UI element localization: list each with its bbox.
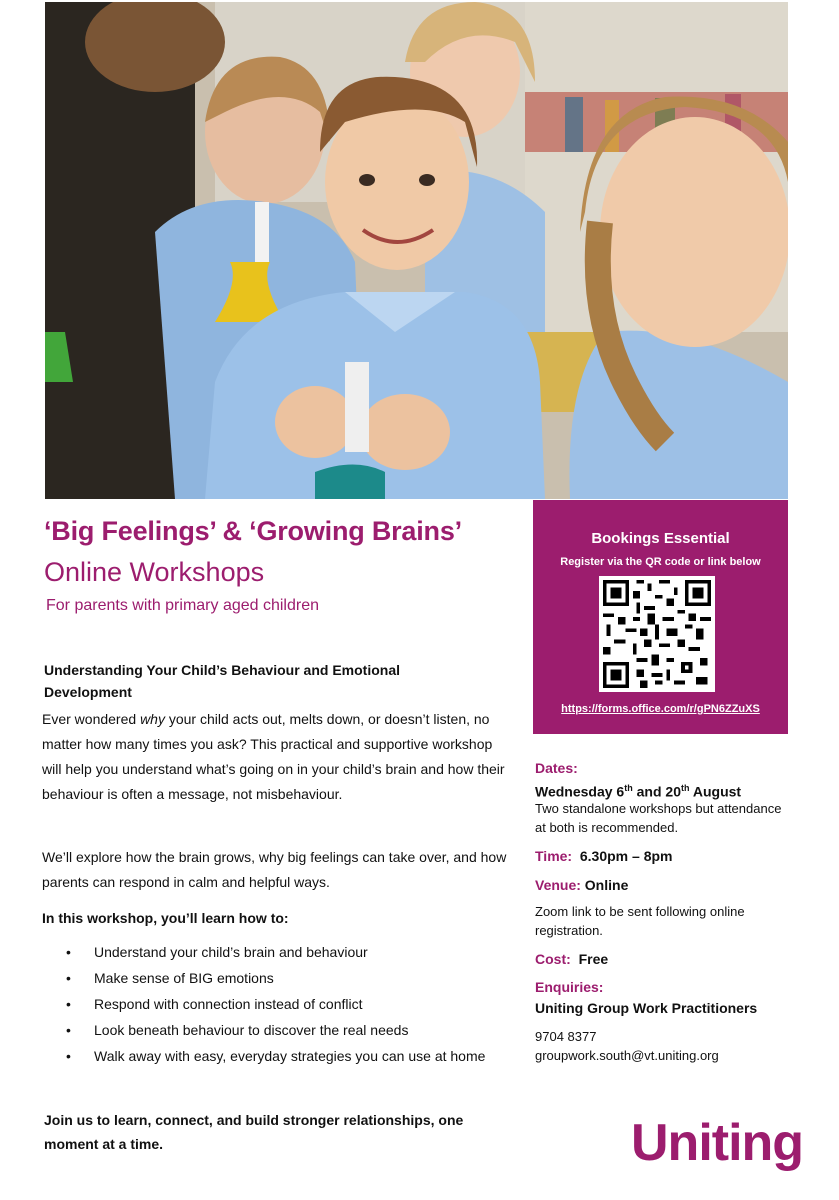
booking-link[interactable]: https://forms.office.com/r/gPN6ZZuXS bbox=[561, 703, 760, 715]
dates-note: Two standalone workshops but attendance at both is recommended. bbox=[535, 801, 782, 835]
phone-number[interactable]: 9704 8377 bbox=[535, 1029, 597, 1044]
intro-paragraph bbox=[42, 707, 512, 807]
list-item: • Respond with connection instead of conflict bbox=[66, 992, 506, 1017]
time-value: 6.30pm – 8pm bbox=[579, 848, 673, 864]
booking-subtitle: Register via the QR code or link below bbox=[560, 556, 761, 568]
time-label: Time: bbox=[535, 848, 573, 864]
venue-row bbox=[535, 875, 628, 895]
qr-code-icon[interactable] bbox=[599, 576, 715, 692]
cost-label: Cost: bbox=[535, 951, 571, 967]
date-second-suffix: th bbox=[680, 783, 690, 793]
venue-note: Zoom link to be sent following online registration. bbox=[535, 904, 745, 938]
children-classroom-image bbox=[45, 2, 788, 499]
list-item: • Look beneath behaviour to discover the real needs bbox=[66, 1018, 506, 1043]
list-item: • Walk away with easy, everyday strategies you can use at home bbox=[66, 1044, 506, 1069]
booking-title: Bookings Essential bbox=[591, 530, 730, 547]
learn-list bbox=[66, 940, 506, 1070]
list-item: • Make sense of BIG emotions bbox=[66, 966, 506, 991]
date-first-suffix: th bbox=[624, 783, 633, 793]
intro-text-end: your child acts out, melts down, or doesn’t listen, no matter how many times you ask? This practical and supportive workshop will help you understand what’s going on in your child’s brain and how their behaviour is often a message, not misbehaviour. bbox=[42, 711, 505, 802]
workshop-title: ‘Big Feelings’ & ‘Growing Brains’ bbox=[44, 516, 462, 546]
intro-heading: Understanding Your Child’s Behaviour and Emotional Development bbox=[44, 662, 400, 700]
date-month: August bbox=[689, 783, 742, 800]
uniting-logo: Uniting bbox=[631, 1114, 804, 1172]
time-row bbox=[535, 846, 672, 866]
enquiries-label: Enquiries: bbox=[535, 979, 604, 995]
dates-label-text: Dates: bbox=[535, 760, 578, 776]
cost-value: Free bbox=[578, 951, 609, 967]
cost-row bbox=[535, 949, 608, 969]
booking-panel bbox=[533, 500, 788, 734]
intro-text-start: Ever wondered bbox=[42, 711, 141, 727]
list-item: • Understand your child’s brain and behaviour bbox=[66, 940, 506, 965]
venue-label: Venue: bbox=[535, 877, 581, 893]
learn-heading: In this workshop, you’ll learn how to: bbox=[42, 910, 289, 926]
date-first: Wednesday 6 bbox=[535, 783, 625, 800]
dates-label bbox=[535, 758, 578, 778]
audience-subtitle: For parents with primary aged children bbox=[46, 597, 320, 614]
hero-photo bbox=[45, 2, 788, 499]
email-address[interactable]: groupwork.south@vt.uniting.org bbox=[535, 1048, 719, 1063]
venue-value: Online bbox=[584, 877, 629, 893]
workshop-format: Online Workshops bbox=[44, 557, 265, 587]
intro-emphasis: why bbox=[140, 711, 165, 727]
explore-paragraph: We’ll explore how the brain grows, why big feelings can take over, and how parents can respond in calm and helpful ways. bbox=[42, 849, 507, 890]
closing-statement: Join us to learn, connect, and build stronger relationships, one moment at a time. bbox=[44, 1112, 464, 1152]
date-second: and 20 bbox=[632, 783, 681, 800]
enquiries-org: Uniting Group Work Practitioners bbox=[535, 1000, 758, 1016]
